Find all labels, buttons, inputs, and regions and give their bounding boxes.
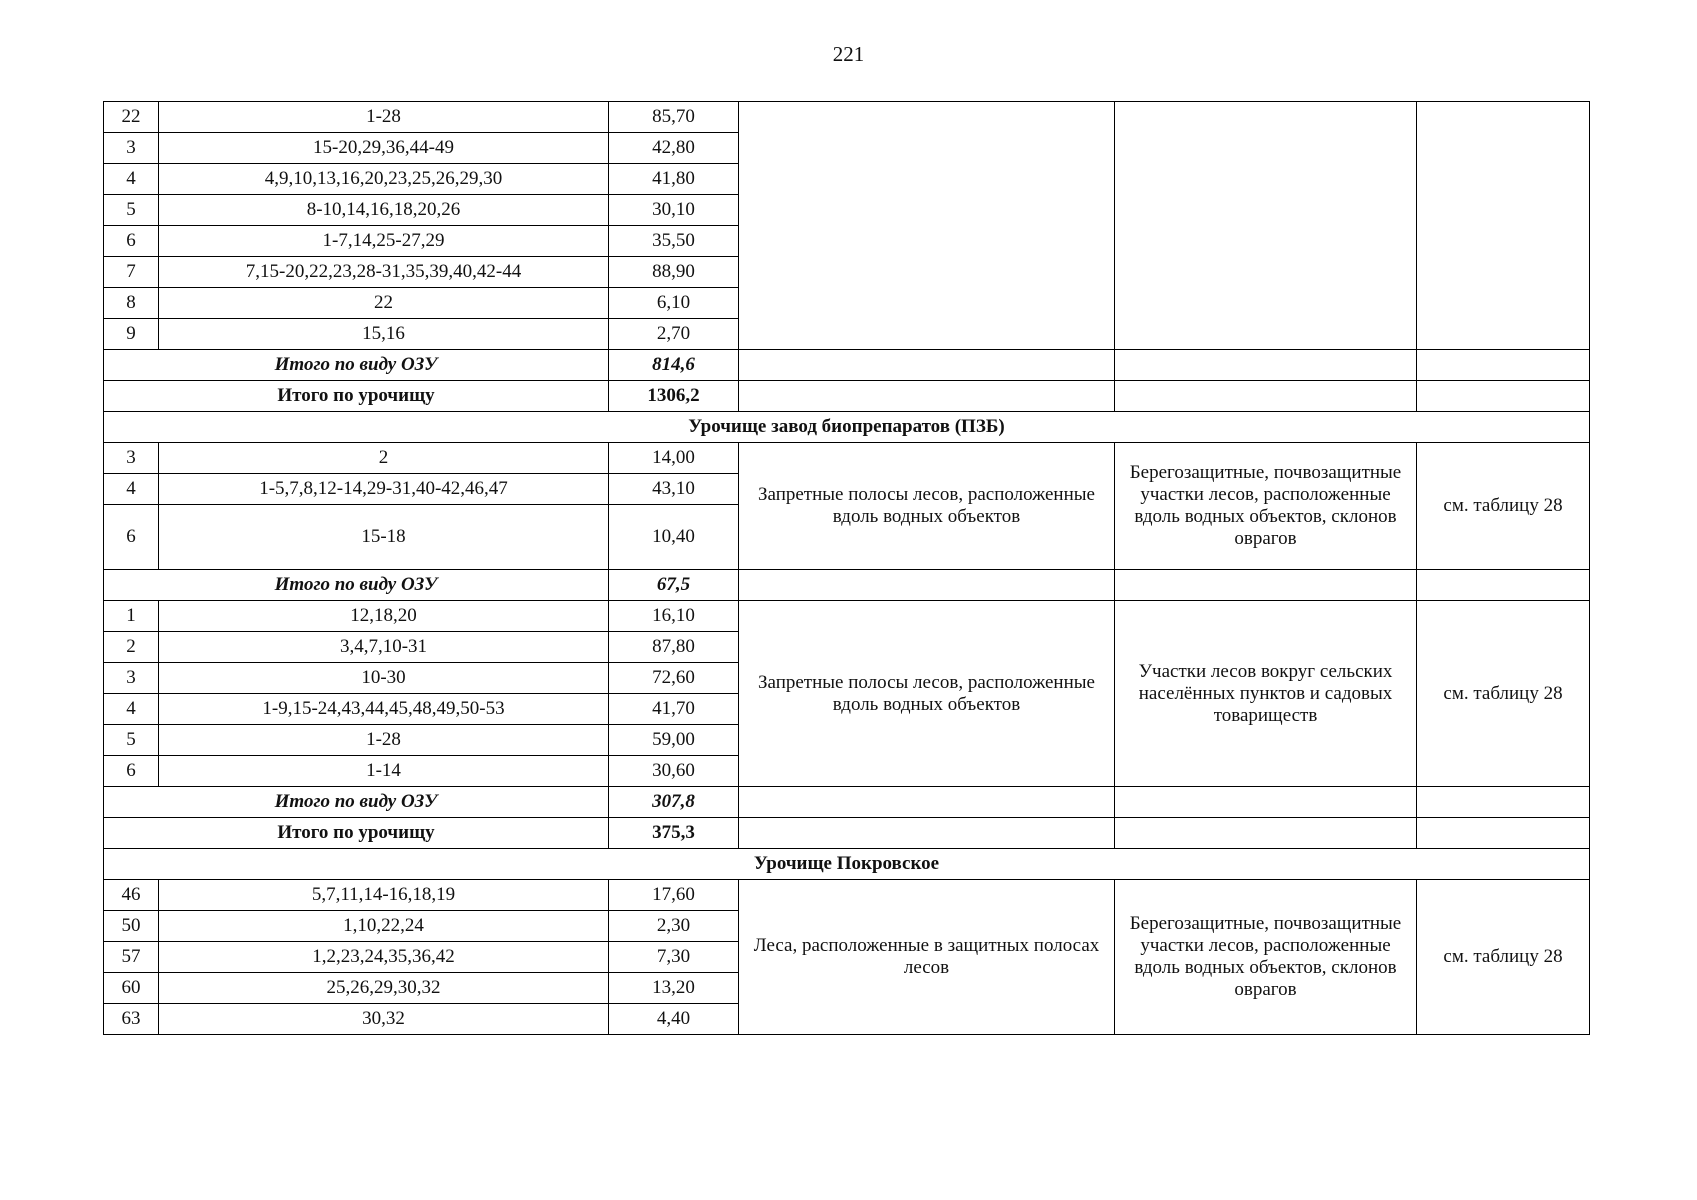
vydel-cell: 22 [159, 288, 609, 319]
total-ozu-value: 814,6 [609, 350, 739, 381]
vydel-cell: 3,4,7,10-31 [159, 632, 609, 663]
kvartal-cell: 63 [104, 1004, 159, 1035]
kvartal-cell: 4 [104, 694, 159, 725]
section-row [104, 849, 1590, 880]
area-cell: 13,20 [609, 973, 739, 1004]
vydel-cell: 15,16 [159, 319, 609, 350]
ozu-type-cell: Участки лесов вокруг сельских населённых пунктов и садовых товариществ [1115, 601, 1417, 787]
table-row [104, 443, 1590, 474]
section-title: Урочище завод биопрепаратов (ПЗБ) [104, 412, 1590, 443]
kvartal-cell: 6 [104, 226, 159, 257]
ozu-type-cell-empty [1115, 102, 1417, 350]
area-cell: 6,10 [609, 288, 739, 319]
kvartal-cell: 3 [104, 133, 159, 164]
kvartal-cell: 3 [104, 663, 159, 694]
total-ozu-value: 307,8 [609, 787, 739, 818]
area-cell: 59,00 [609, 725, 739, 756]
area-cell: 16,10 [609, 601, 739, 632]
vydel-cell: 1-5,7,8,12-14,29-31,40-42,46,47 [159, 474, 609, 505]
section-row [104, 412, 1590, 443]
vydel-cell: 25,26,29,30,32 [159, 973, 609, 1004]
category-cell: Леса, расположенные в защитных полосах лесов [739, 880, 1115, 1035]
ozu-type-cell: Берегозащитные, почвозащитные участки лесов, расположенные вдоль водных объектов, склонов оврагов [1115, 443, 1417, 570]
total-tract-value: 375,3 [609, 818, 739, 849]
vydel-cell: 5,7,11,14-16,18,19 [159, 880, 609, 911]
kvartal-cell: 1 [104, 601, 159, 632]
area-cell: 35,50 [609, 226, 739, 257]
total-ozu-label: Итого по виду ОЗУ [104, 570, 609, 601]
kvartal-cell: 4 [104, 474, 159, 505]
total-tract-label: Итого по урочищу [104, 381, 609, 412]
total-ozu-label: Итого по виду ОЗУ [104, 350, 609, 381]
total-row [104, 350, 1590, 381]
section-title: Урочище Покровское [104, 849, 1590, 880]
kvartal-cell: 6 [104, 756, 159, 787]
kvartal-cell: 4 [104, 164, 159, 195]
area-cell: 30,60 [609, 756, 739, 787]
kvartal-cell: 5 [104, 195, 159, 226]
total-row [104, 570, 1590, 601]
vydel-cell: 15-18 [159, 505, 609, 570]
kvartal-cell: 6 [104, 505, 159, 570]
table-row [104, 880, 1590, 911]
kvartal-cell: 9 [104, 319, 159, 350]
total-row [104, 818, 1590, 849]
kvartal-cell: 46 [104, 880, 159, 911]
reference-cell: см. таблицу 28 [1417, 880, 1590, 1035]
table-row [104, 601, 1590, 632]
vydel-cell: 1-9,15-24,43,44,45,48,49,50-53 [159, 694, 609, 725]
reference-cell-empty [1417, 102, 1590, 350]
area-cell: 2,70 [609, 319, 739, 350]
area-cell: 72,60 [609, 663, 739, 694]
area-cell: 4,40 [609, 1004, 739, 1035]
reference-cell: см. таблицу 28 [1417, 443, 1590, 570]
protective-forests-table [103, 101, 1590, 1035]
kvartal-cell: 22 [104, 102, 159, 133]
total-ozu-value: 67,5 [609, 570, 739, 601]
vydel-cell: 1,2,23,24,35,36,42 [159, 942, 609, 973]
area-cell: 42,80 [609, 133, 739, 164]
area-cell: 88,90 [609, 257, 739, 288]
total-tract-value: 1306,2 [609, 381, 739, 412]
vydel-cell: 2 [159, 443, 609, 474]
kvartal-cell: 2 [104, 632, 159, 663]
kvartal-cell: 8 [104, 288, 159, 319]
area-cell: 41,70 [609, 694, 739, 725]
area-cell: 30,10 [609, 195, 739, 226]
area-cell: 10,40 [609, 505, 739, 570]
kvartal-cell: 7 [104, 257, 159, 288]
total-ozu-label: Итого по виду ОЗУ [104, 787, 609, 818]
table-row [104, 102, 1590, 133]
area-cell: 43,10 [609, 474, 739, 505]
vydel-cell: 30,32 [159, 1004, 609, 1035]
area-cell: 2,30 [609, 911, 739, 942]
page-number: 221 [832, 42, 865, 66]
vydel-cell: 8-10,14,16,18,20,26 [159, 195, 609, 226]
vydel-cell: 1-7,14,25-27,29 [159, 226, 609, 257]
category-cell: Запретные полосы лесов, расположенные вдоль водных объектов [739, 443, 1115, 570]
kvartal-cell: 3 [104, 443, 159, 474]
ozu-type-cell: Берегозащитные, почвозащитные участки лесов, расположенные вдоль водных объектов, склонов оврагов [1115, 880, 1417, 1035]
vydel-cell: 15-20,29,36,44-49 [159, 133, 609, 164]
vydel-cell: 1,10,22,24 [159, 911, 609, 942]
kvartal-cell: 57 [104, 942, 159, 973]
area-cell: 17,60 [609, 880, 739, 911]
vydel-cell: 1-14 [159, 756, 609, 787]
area-cell: 14,00 [609, 443, 739, 474]
total-tract-label: Итого по урочищу [104, 818, 609, 849]
total-row [104, 787, 1590, 818]
vydel-cell: 12,18,20 [159, 601, 609, 632]
area-cell: 41,80 [609, 164, 739, 195]
vydel-cell: 1-28 [159, 102, 609, 133]
kvartal-cell: 5 [104, 725, 159, 756]
vydel-cell: 10-30 [159, 663, 609, 694]
area-cell: 7,30 [609, 942, 739, 973]
area-cell: 85,70 [609, 102, 739, 133]
kvartal-cell: 60 [104, 973, 159, 1004]
reference-cell: см. таблицу 28 [1417, 601, 1590, 787]
vydel-cell: 7,15-20,22,23,28-31,35,39,40,42-44 [159, 257, 609, 288]
category-cell: Запретные полосы лесов, расположенные вдоль водных объектов [739, 601, 1115, 787]
total-row [104, 381, 1590, 412]
area-cell: 87,80 [609, 632, 739, 663]
category-cell-empty [739, 102, 1115, 350]
kvartal-cell: 50 [104, 911, 159, 942]
vydel-cell: 4,9,10,13,16,20,23,25,26,29,30 [159, 164, 609, 195]
vydel-cell: 1-28 [159, 725, 609, 756]
